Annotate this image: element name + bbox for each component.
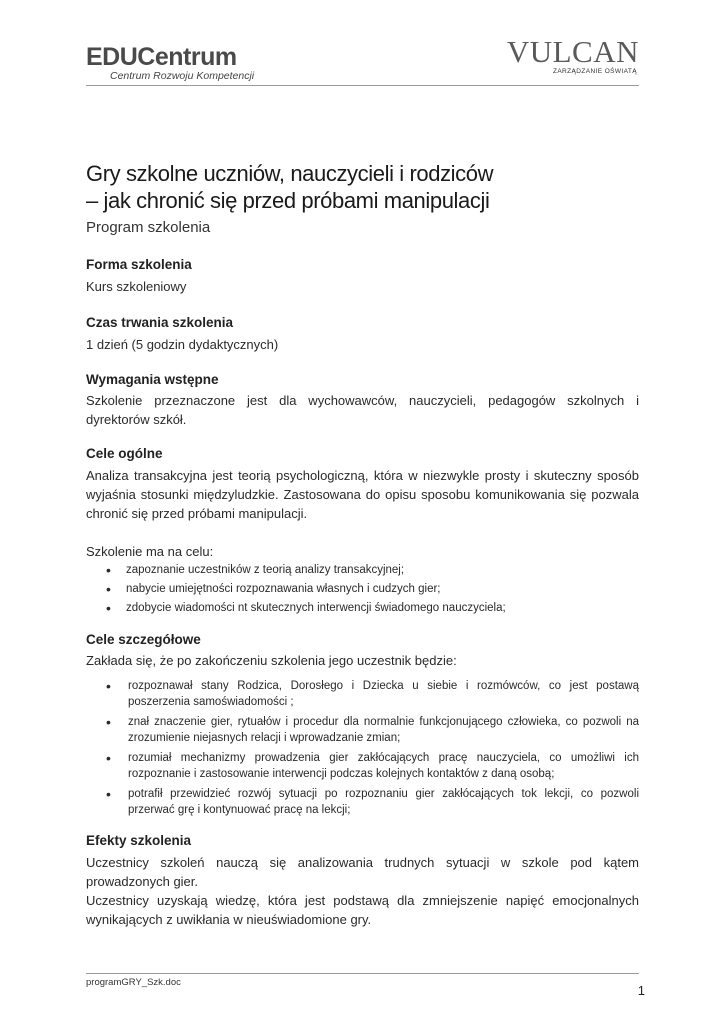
page-number: 1	[637, 983, 645, 998]
list-item: • zdobycie wiadomości nt skutecznych interwencji świadomego nauczyciela;	[86, 599, 639, 618]
header-divider	[86, 85, 639, 86]
cele-ogolne-intro: Szkolenie ma na celu:	[86, 544, 214, 559]
list-item: • potrafił przewidzieć rozwój sytuacji po rozpoznaniu gier zakłócających tok lekcji, co pozwoli przerwać grę i kontynuować pracę na lekcji;	[86, 786, 639, 818]
section-text-cele-ogolne: Analiza transakcyjna jest teorią psychologiczną, która w niezwykle prosty i skuteczny sposób wyjaśnia stosunki międzyludzkie. Zastosowana do opisu sposobu komunikowania się pozwala chronić się przed próbami manipulacji.	[86, 468, 639, 521]
vulcan-logo	[507, 36, 639, 76]
vulcan-logo-text: VULCAN	[506, 34, 639, 69]
cele-ogolne-list	[86, 561, 639, 618]
educentrum-logo	[86, 44, 254, 82]
section-heading-forma: Forma szkolenia	[86, 257, 192, 272]
educentrum-logo-text: EDUCentrum	[86, 43, 237, 71]
vulcan-tagline: ZARZĄDZANIE OŚWIATĄ	[552, 68, 637, 75]
section-text-forma: Kurs szkoleniowy	[86, 279, 187, 294]
list-item: • nabycie umiejętności rozpoznawania własnych i cudzych gier;	[86, 580, 639, 599]
footer-filename: programGRY_Szk.doc	[86, 977, 181, 988]
list-item: • rozpoznawał stany Rodzica, Dorosłego i Dziecka u siebie i rozmówców, co jest postawą poszerzenia samoświadomości ;	[86, 678, 639, 710]
document-title-line-2: – jak chronić się przed próbami manipulacji	[86, 188, 490, 213]
cele-szczegolowe-intro: Zakłada się, że po zakończeniu szkolenia jego uczestnik będzie:	[86, 653, 457, 668]
section-heading-czas: Czas trwania szkolenia	[86, 315, 234, 330]
section-text-efekty-1: Uczestnicy szkoleń nauczą się analizowania trudnych sytuacji w szkole pod kątem prowadzonych gier.	[86, 855, 639, 889]
list-item: • rozumiał mechanizmy prowadzenia gier zakłócających pracę nauczyciela, co umożliwi ich rozpoznanie i zastosowanie interwencji podczas kolejnych kontaktów z daną osobą;	[86, 750, 639, 782]
section-text-efekty-2: Uczestnicy uzyskają wiedzę, która jest podstawą dla zmniejszenie napięć emocjonalnych wynikających z uwikłania w nieuświadomione gry.	[86, 893, 639, 927]
document-body	[86, 160, 639, 929]
list-item: • znał znaczenie gier, rytuałów i procedur dla normalnie funkcjonującego człowieka, co pozwoli na zrozumienie niejasnych relacji i wprowadzanie zmian;	[86, 714, 639, 746]
section-text-wymagania: Szkolenie przeznaczone jest dla wychowawców, nauczycieli, pedagogów szkolnych i dyrektorów szkół.	[86, 393, 639, 427]
section-heading-cele-szczegolowe: Cele szczegółowe	[86, 632, 201, 647]
footer-divider	[86, 973, 639, 974]
document-title-line-1: Gry szkolne uczniów, nauczycieli i rodziców	[86, 161, 494, 186]
list-item: • zapoznanie uczestników z teorią analizy transakcyjnej;	[86, 561, 639, 580]
educentrum-tagline: Centrum Rozwoju Kompetencji	[110, 70, 255, 82]
section-text-czas: 1 dzień (5 godzin dydaktycznych)	[86, 337, 279, 352]
cele-szczegolowe-list	[86, 678, 639, 818]
section-heading-efekty: Efekty szkolenia	[86, 833, 192, 848]
document-subtitle: Program szkolenia	[86, 219, 211, 236]
section-heading-wymagania: Wymagania wstępne	[86, 372, 219, 387]
section-heading-cele-ogolne: Cele ogólne	[86, 446, 163, 461]
